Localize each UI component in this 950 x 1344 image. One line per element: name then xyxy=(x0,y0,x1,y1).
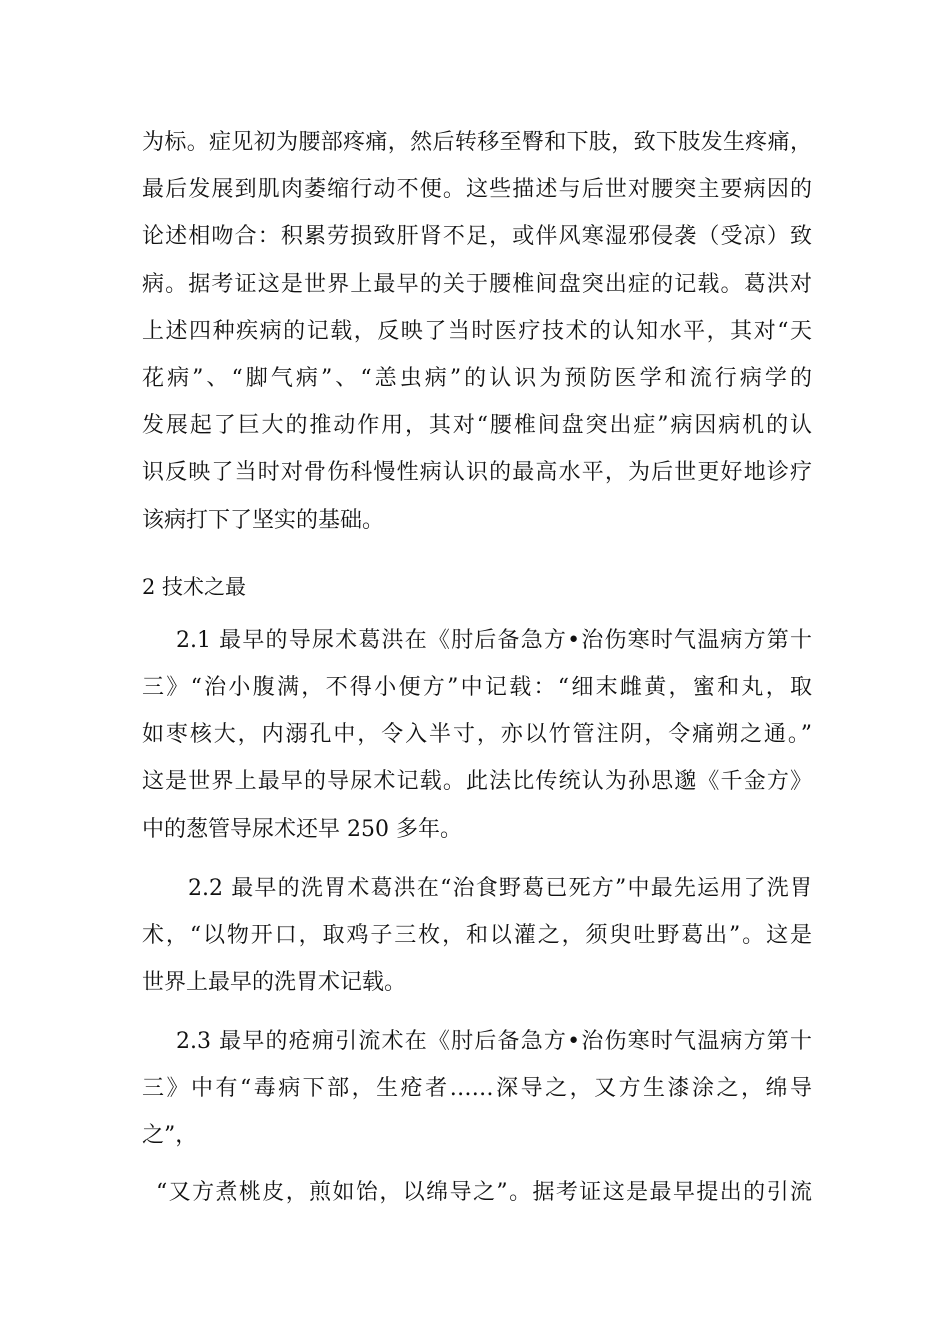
paragraph-2-2-line-2: 术，“以物开口，取鸡子三枚，和以灌之，须臾吐野葛出”。这是 xyxy=(142,923,812,948)
paragraph-2-1-line-5: 中的葱管导尿术还早 250 多年。 xyxy=(142,817,462,842)
paragraph-2-1-line-1: 2.1 最早的导尿术葛洪在《肘后备急方•治伤寒时气温病方第十 xyxy=(176,628,812,653)
paragraph-2-1-line-3: 如枣核大，内溺孔中，令入半寸，亦以竹管注阴，令痛朔之通。” xyxy=(142,722,812,747)
paragraph1-line-2: 最后发展到肌肉萎缩行动不便。这些描述与后世对腰突主要病因的 xyxy=(142,177,812,202)
paragraph-2-3-line-1: 2.3 最早的疮痈引流术在《肘后备急方•治伤寒时气温病方第十 xyxy=(176,1029,812,1054)
paragraph-2-1-line-4: 这是世界上最早的导尿术记载。此法比传统认为孙思邈《千金方》 xyxy=(142,769,812,794)
paragraph-2-3-line-4: “又方煮桃皮，煎如饴，以绵导之”。据考证这是最早提出的引流 xyxy=(156,1180,812,1205)
paragraph1-line-8: 识反映了当时对骨伤科慢性病认识的最高水平，为后世更好地诊疗 xyxy=(142,460,812,485)
paragraph1-line-6: 花病”、“脚气病”、“恙虫病”的认识为预防医学和流行病学的 xyxy=(142,366,812,391)
paragraph1-line-3: 论述相吻合：积累劳损致肝肾不足，或伴风寒湿邪侵袭（受凉）致 xyxy=(142,224,812,249)
paragraph1-line-1: 为标。症见初为腰部疼痛，然后转移至臀和下肢，致下肢发生疼痛， xyxy=(142,130,812,155)
section-heading: 2 技术之最 xyxy=(142,575,247,599)
paragraph1-line-9: 该病打下了坚实的基础。 xyxy=(142,508,385,533)
paragraph1-line-4: 病。据考证这是世界上最早的关于腰椎间盘突出症的记载。葛洪对 xyxy=(142,272,812,297)
paragraph1-line-7: 发展起了巨大的推动作用，其对“腰椎间盘突出症”病因病机的认 xyxy=(142,413,812,438)
paragraph-2-1-line-2: 三》“治小腹满，不得小便方”中记载：“细末雌黄，蜜和丸，取 xyxy=(142,675,812,700)
paragraph-2-3-line-2: 三》中有“毒病下部，生疮者……深导之，又方生漆涂之，绵导 xyxy=(142,1076,812,1101)
paragraph-2-2-line-3: 世界上最早的洗胃术记载。 xyxy=(142,970,407,995)
paragraph-2-2-line-1: 2.2 最早的洗胃术葛洪在“治食野葛已死方”中最先运用了洗胃 xyxy=(188,876,812,901)
paragraph1-line-5: 上述四种疾病的记载，反映了当时医疗技术的认知水平，其对“天 xyxy=(142,319,812,344)
paragraph-2-3-line-3: 之”， xyxy=(142,1123,198,1148)
